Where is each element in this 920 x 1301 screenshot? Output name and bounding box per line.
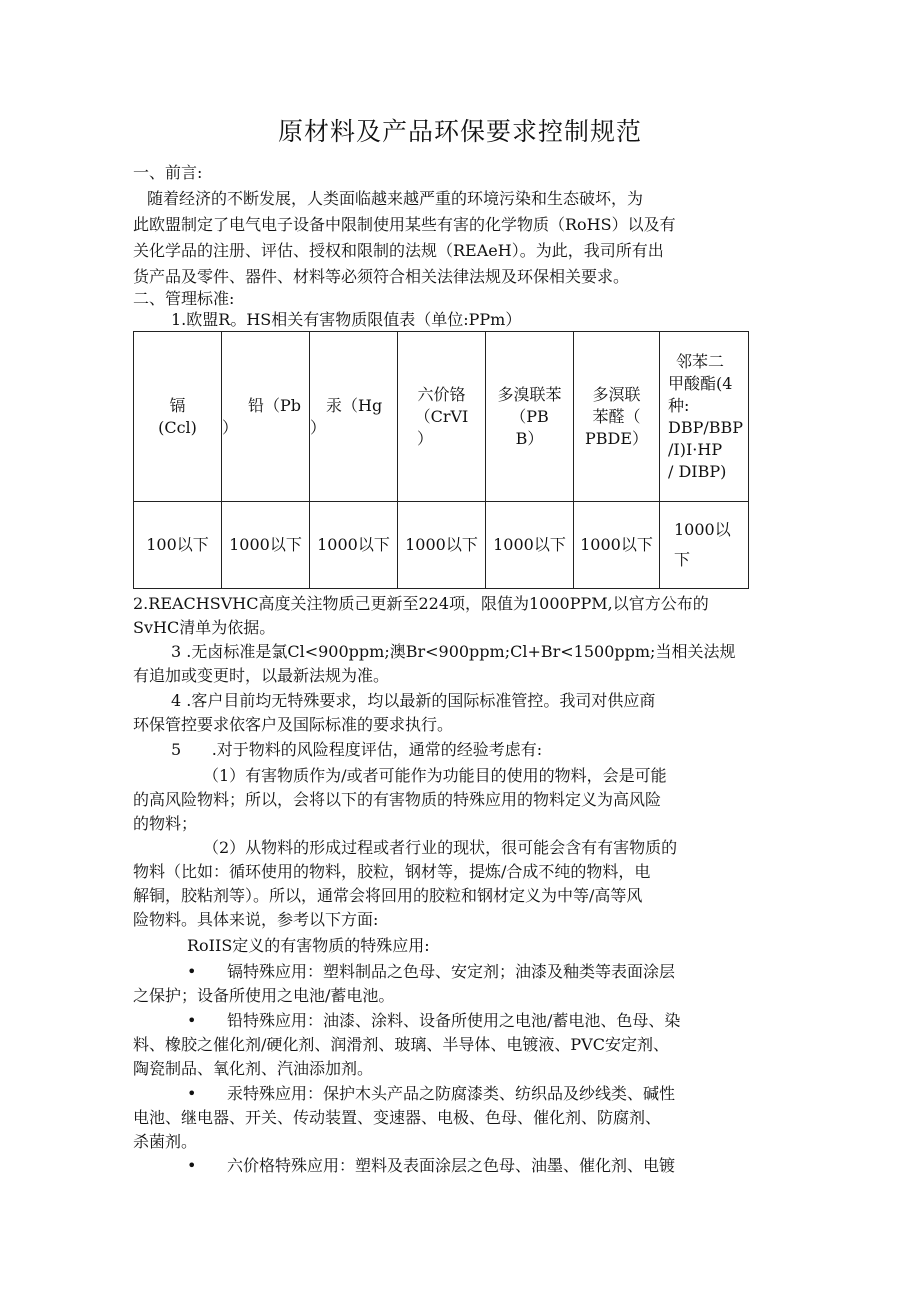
value-text: 下 [674,550,691,569]
bullet-cadmium-line-1 [133,959,807,985]
item-5-2-line-1: （2）从物料的形成过程或者行业的现状，很可能会含有有害物质的 [203,838,678,857]
table-header-row [134,332,749,502]
value-text: 100以下 [146,535,209,554]
value-mercury [310,502,398,589]
bullet-mercury-line-3: 杀菌剂。 [133,1132,198,1151]
value-text: 1000以下 [405,535,478,554]
bullet-lead-line-1 [133,1008,807,1034]
header-phthalates [660,332,749,502]
item-5-2-line-3: 解铜，胶粘剂等）。所以，通常会将回用的胶粒和钢材定义为中等/高等风 [133,886,643,905]
bullet-cadmium-line-2: 之保护；设备所使用之电池/蓄电池。 [133,986,395,1005]
item-3-line-2: 有追加或变更时，以最新法规为准。 [133,666,390,685]
value-text: 1000以下 [580,535,653,554]
header-lead [222,332,310,502]
header-pbb [486,332,574,502]
header-line: 汞（Hg [326,395,383,415]
header-line: 种: [668,395,690,415]
item-5-1-line-2: 的高风险物料；所以，会将以下的有害物质的特殊应用的物料定义为高风险 [133,790,662,809]
table-value-row [134,502,749,589]
preface-line-3: 关化学品的注册、评估、授权和限制的法规（REAeH）。为此，我司所有出 [133,241,664,260]
preface-line-4: 货产品及零件、器件、材料等必须符合相关法律法规及环保相关要求。 [133,267,630,286]
bullet-mercury-line-2: 电池、继电器、开关、传动装置、变速器、电极、色母、催化剂、防腐剂、 [133,1108,662,1127]
header-line: 苯醛（ [592,406,641,426]
header-line: (Ccl) [158,417,197,437]
header-line: DBP/BBP [668,417,744,437]
preface-line-2: 此欧盟制定了电气电子设备中限制使用某些有害的化学物质（RoHS）以及有 [133,215,676,234]
item-5-2-line-2: 物料（比如：循环使用的物料，胶粒，钢材等，提炼/合成不纯的物料，电 [133,862,651,881]
value-lead [222,502,310,589]
document-title: 原材料及产品环保要求控制规范 [277,117,642,146]
header-line: 铅（Pb [248,395,302,415]
header-cadmium [134,332,222,502]
bullet-icon: • [187,1156,197,1175]
header-line: /I)I·HP [668,439,723,459]
value-phthalates [660,502,749,589]
header-line: 六价铬 [417,384,466,404]
header-line: 镉 [169,395,186,415]
section-2-heading: 二、管理标准: [133,289,235,308]
rohs-limits-table [133,331,749,589]
bullet-hexavalent-line-1 [133,1153,807,1179]
bullet-text: 汞特殊应用：保护木头产品之防腐漆类、纺织品及纱线类、碱性 [227,1084,676,1103]
bullet-lead-line-2: 料、橡胶之催化剂/硬化剂、润滑剂、玻璃、半导体、电镀液、PVC安定剂、 [133,1035,669,1054]
header-line: （CrVI [414,406,469,426]
value-text: 1000以下 [317,535,390,554]
bullet-icon: • [187,962,197,981]
header-line: 邻苯二 [676,351,725,371]
rohs-special-applications-intro: RoIIS定义的有害物质的特殊应用: [187,936,430,955]
bullet-lead-line-3: 陶瓷制品、氧化剂、汽油添加剂。 [133,1059,374,1078]
section-1-heading: 一、前言: [133,163,203,182]
item-5-2-line-4: 险物料。具体来说，参考以下方面: [133,910,379,929]
bullet-mercury-line-1 [133,1081,807,1107]
header-pbde [574,332,660,502]
preface-line-1: 随着经济的不断发展，人类面临越来越严重的环境污染和生态破坏，为 [147,189,644,208]
value-text: 1000以下 [493,535,566,554]
value-pbb [486,502,574,589]
value-hexavalent-chromium [398,502,486,589]
header-line: ） [310,417,327,437]
bullet-text: 镉特殊应用：塑料制品之色母、安定剂；油漆及釉类等表面涂层 [227,962,676,981]
item-3-line-1: 3 .无卤标准是氯Cl<900ppm;澳Br<900ppm;Cl+Br<1500ppm;当相关法规 [171,642,736,661]
item-5-1-line-1: （1）有害物质作为/或者可能作为功能目的使用的物料，会是可能 [203,766,667,785]
header-hexavalent-chromium [398,332,486,502]
header-line: 多溟联 [592,384,641,404]
item-2-line-2: SvHC清单为依据。 [133,618,276,637]
header-line: / DIBP) [668,461,727,481]
header-line: 甲酸酯(4 [668,373,733,393]
header-line: 多溴联苯 [497,384,562,404]
header-line: ） [222,417,239,437]
header-line: PBDE） [584,428,649,448]
value-text: 1000以 [674,520,731,539]
bullet-icon: • [187,1011,197,1030]
value-cadmium [134,502,222,589]
value-text: 1000以下 [229,535,302,554]
header-mercury [310,332,398,502]
bullet-text: 六价格特殊应用：塑料及表面涂层之色母、油墨、催化剂、电镀 [227,1156,676,1175]
bullet-icon: • [187,1084,197,1103]
header-line: （PB [510,406,549,426]
header-line: B） [515,428,544,448]
item-4-line-2: 环保管控要求依客户及国际标准的要求执行。 [133,715,454,734]
header-line: ） [417,428,434,448]
bullet-text: 铅特殊应用：油漆、涂料、设备所使用之电池/蓄电池、色母、染 [227,1011,681,1030]
table-caption: 1.欧盟R。HS相关有害物质限值表（单位:PPm） [171,310,522,329]
value-pbde [574,502,660,589]
item-4-line-1: 4 .客户目前均无特殊要求，均以最新的国际标准管控。我司对供应商 [171,691,656,710]
item-2-line-1: 2.REACHSVHC高度关注物质己更新至224项，限值为1000PPM,以官方公布的 [133,594,709,613]
item-5-1-line-3: 的物料； [133,814,198,833]
item-5-heading: 5 .对于物料的风险程度评估，通常的经验考虑有: [171,740,543,759]
